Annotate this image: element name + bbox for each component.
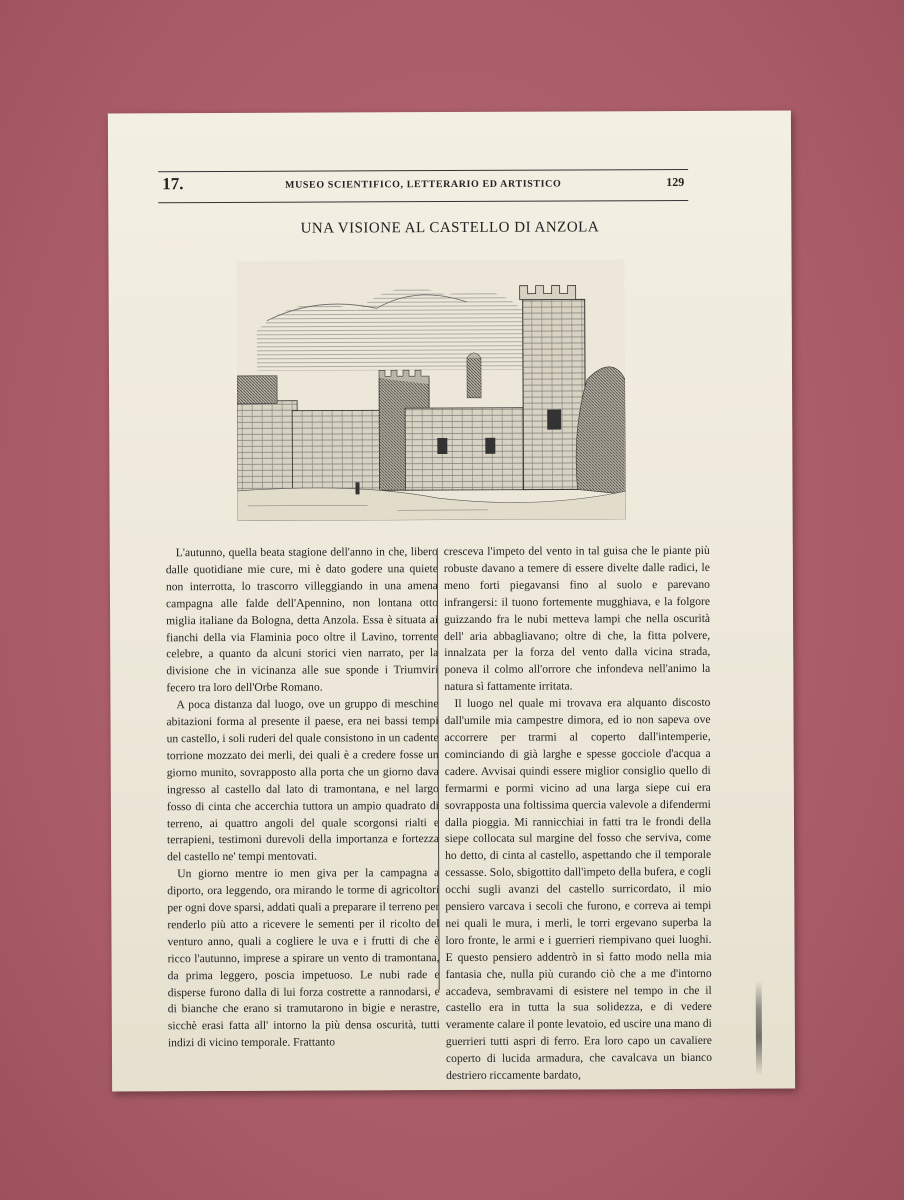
article-column-right — [444, 543, 712, 1085]
paragraph: Il luogo nel quale mi trovava era alquanto discosto dall'umile mia campestre dimora, ed io non sapeva ove accorrere per trarmi al coperto dall'intemperie, cominciando di già larghe e spesse gocciole d'acqua a cadere. Avvisai quindi essere miglior consiglio quello di fermarmi e pormi vicino ad una larga siepe cui era sovrapposta una foltissima quercia valevole a difendermi dalla pioggia. Mi rannicchiai in fatti tra le frondi della siepe collocata sul margine del fosso che serviva, come ho detto, di cinta al castello, aspettando che il temporale cessasse. Solo, sbigottito dall'impeto della bufera, e cogli occhi sugli avanzi del castello surricordato, il mio pensiero varcava i secoli che furono, e correva ai tempi nei quali le mura, i merli, le torri ergevano superba la loro fronte, le armi e i guerrieri riempivano quei luoghi. E questo pensiero addentrò in sì fatto modo nella mia fantasia che, nulla più curando ciò che a me d'intorno accadeva, sembravami di esistere nel tempo in che il castello era in tutta la sua solidezza, e di vedere veramente calare il ponte levatoio, ed uscire una mano di guerrieri tutti aspri di ferro. Era loro capo un cavaliere coperto di lucida armadura, che cavalcava un bianco destriero riccamente bardato, — [444, 696, 713, 1083]
paragraph: A poca distanza dal luogo, ove un gruppo di meschine abitazioni forma al presente il paese, era nei bassi tempi un castello, i soli ruderi del quale consistono in un cadente torrione mozzato dei merli, dei quali è a credere fosse un giorno munito, sovrapposto alla porta che un giorno dava ingresso al castello dal lato di tramontana, e nel largo fosso di cinta che accerchia tuttora un ampio quadrato di terreno, ai quattro angoli del quale scorgonsi rialti e terrapieni, testimoni durevoli della importanza e fortezza del castello ne' tempi mentovati. — [166, 697, 440, 864]
article-column-left — [166, 544, 440, 1052]
running-title: MUSEO SCIENTIFICO, LETTERARIO ED ARTISTICO — [285, 178, 562, 191]
issue-number: 17. — [162, 174, 184, 194]
paragraph: L'autunno, quella beata stagione dell'anno in che, libero dalle quotidiane mie cure, mi è dato godere una quiete non interrotta, lo trascorro villeggiando in una amena campagna alle falde dell'Apennino, non lontana otto miglia italiane da Bologna, detta Anzola. Essa è situata ai fianchi della via Flaminia poco oltre il Lavino, torrente celebre, a quanto da alcuni storici vien narrato, per la divisione che in vicinanza alle sue sponde i Triumviri fecero tra loro dell'Orbe Romano. — [165, 545, 439, 695]
castle-engraving — [237, 259, 626, 521]
paragraph: Un giorno mentre io men giva per la campagna a diporto, ora leggendo, ora mirando le torme di agricoltori per ogni dove sparsi, addati quali a preparare il terreno per renderlo più atto a ricevere le sementi per il ricolto del venturo anno, quali a cogliere le uva e i frutti di che è ricco l'autunno, imprese a spirare un vento di tramontana, da prima leggero, poscia impetuoso. Le nubi rade e disperse furono dalla di lui forza costrette a rannodarsi, e di bianche che erano si tramutarono in bigie e nerastre, sicchè erasi fatta all' intorno la più densa oscurità, tutti indizi di vicino temporale. Frattanto — [167, 866, 440, 1050]
newspaper-page — [108, 111, 795, 1092]
ink-stain — [756, 981, 762, 1076]
page-number: 129 — [666, 174, 685, 190]
article-title: UNA VISIONE AL CASTELLO DI ANZOLA — [300, 219, 600, 237]
page-header — [158, 169, 688, 203]
paragraph: cresceva l'impeto del vento in tal guisa che le piante più robuste davano a temere di essere divelte dalle radici, le meno forti piegavansi fino al suolo e parevano infrangersi: il tuono fortemente mugghiava, e la folgore guizzando fra le nubi metteva lampi che nella oscurità dell' aria abbagliavano; oltre di che, la fitta polvere, innalzata per la forza del vento dalla vicina strada, poneva il colmo all'orrore che infondeva nell'animo la natura sì fattamente irritata. — [443, 543, 711, 694]
